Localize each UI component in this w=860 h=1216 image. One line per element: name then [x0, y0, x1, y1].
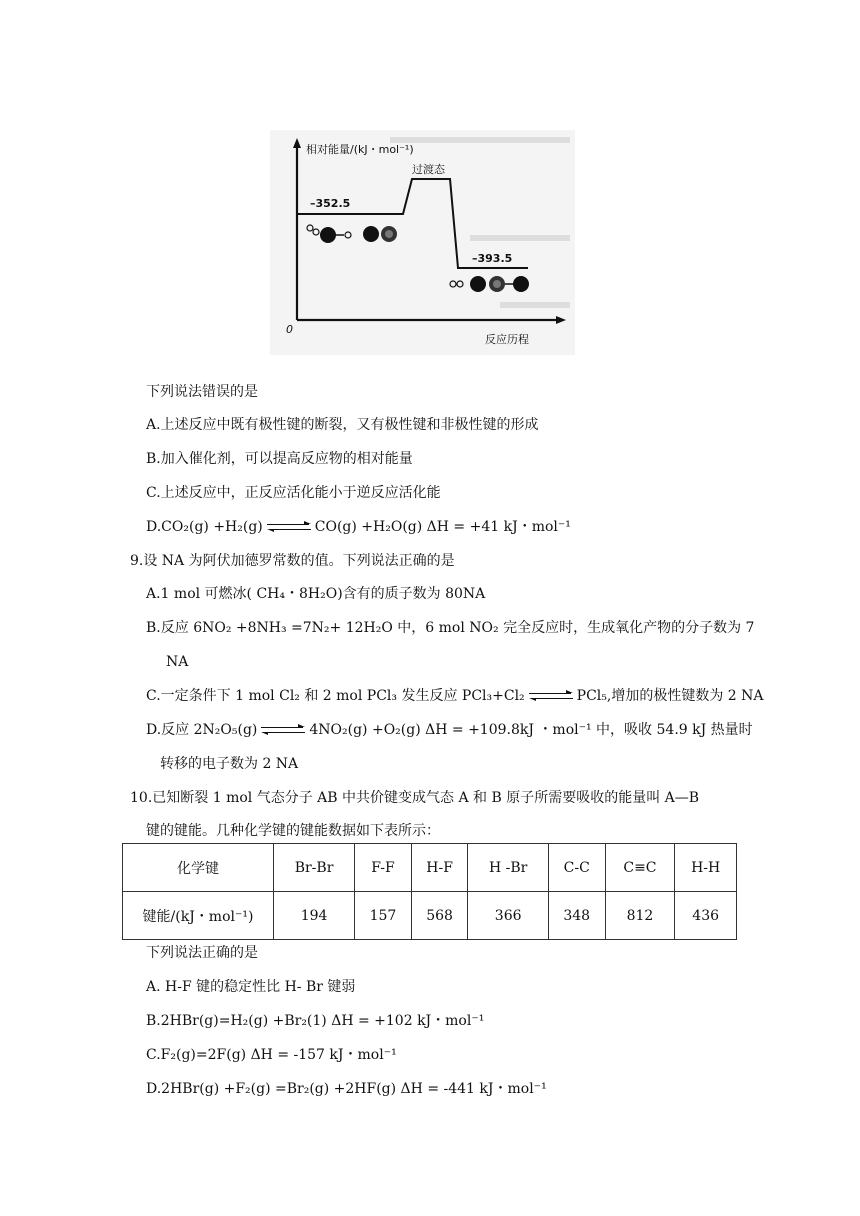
q9-option-d-cont: 转移的电子数为 2 NA: [160, 756, 299, 772]
table-cell: 812: [605, 892, 675, 940]
table-header-cell: H-H: [675, 844, 737, 892]
q9-option-c: [146, 687, 764, 705]
q10-stem-line2: 键的键能。几种化学键的键能数据如下表所示：: [146, 823, 440, 839]
reactant-energy-label: –352.5: [310, 197, 351, 210]
q9-option-d: [146, 721, 753, 739]
table-header-cell: C-C: [548, 844, 605, 892]
origin-label: 0: [286, 323, 293, 336]
q9-stem: 9.设 NA 为阿伏加德罗常数的值。下列说法正确的是: [130, 553, 455, 569]
equilibrium-arrow-icon: [267, 522, 311, 532]
table-cell: 157: [355, 892, 412, 940]
q9-option-d-right: 4NO₂(g) +O₂(g) ΔH = +109.8kJ ・mol⁻¹ 中，吸收 54.9 kJ 热量时: [309, 722, 753, 738]
bond-energy-table: [122, 843, 737, 940]
table-header-cell: C≡C: [605, 844, 675, 892]
energy-diagram-svg: [270, 130, 575, 355]
q8-option-a: A.上述反应中既有极性键的断裂，又有极性键和非极性键的形成: [146, 417, 539, 433]
product-energy-label: –393.5: [472, 252, 513, 265]
table-header-cell: 化学键: [123, 844, 274, 892]
ts-label: 过渡态: [412, 163, 445, 176]
table-cell: 348: [548, 892, 605, 940]
q10-option-c: C.F₂(g)=2F(g) ΔH = -157 kJ・mol⁻¹: [146, 1047, 397, 1063]
q10-stem-line3: 下列说法正确的是: [146, 945, 258, 961]
equilibrium-arrow-icon: [261, 725, 305, 735]
q9-option-a: A.1 mol 可燃冰( CH₄・8H₂O)含有的质子数为 80NA: [146, 586, 486, 602]
q10-stem-line1: 10.已知断裂 1 mol 气态分子 AB 中共价键变成气态 A 和 B 原子所需要吸收的能量叫 A—B: [130, 790, 700, 806]
q9-option-c-right: PCl₅,增加的极性键数为 2 NA: [576, 688, 764, 704]
q9-option-b: B.反应 6NO₂ +8NH₃ =7N₂+ 12H₂O 中，6 mol NO₂ 完全反应时，生成氧化产物的分子数为 7: [146, 620, 755, 636]
table-header-row: [123, 844, 737, 892]
x-axis-arrow: [556, 316, 566, 324]
energy-diagram: [270, 130, 575, 355]
x-axis-label: 反应历程: [485, 333, 529, 346]
y-axis-label: 相对能量/(kJ・mol⁻¹): [306, 143, 414, 156]
equilibrium-arrow-icon: [529, 691, 573, 701]
q9-option-d-left: D.反应 2N₂O₅(g): [146, 722, 258, 738]
table-cell: 568: [411, 892, 468, 940]
q10-option-d: D.2HBr(g) +F₂(g) =Br₂(g) +2HF(g) ΔH = -441 kJ・mol⁻¹: [146, 1081, 547, 1097]
q8-option-b: B.加入催化剂，可以提高反应物的相对能量: [146, 451, 413, 467]
q8-option-d: [146, 518, 571, 536]
q8-option-d-products: CO(g) +H₂O(g) ΔH = +41 kJ・mol⁻¹: [314, 519, 571, 535]
table-header-cell: H-F: [411, 844, 468, 892]
table-cell: 366: [468, 892, 548, 940]
product-molecules: [450, 276, 529, 292]
table-header-cell: F-F: [355, 844, 412, 892]
q9-option-b-cont: NA: [166, 654, 189, 670]
table-header-cell: Br-Br: [274, 844, 355, 892]
table-cell: 键能/(kJ・mol⁻¹): [123, 892, 274, 940]
table-cell: 436: [675, 892, 737, 940]
table-row: [123, 892, 737, 940]
q8-option-d-reactants: D.CO₂(g) +H₂(g): [146, 519, 263, 535]
q8-option-c: C.上述反应中，正反应活化能小于逆反应活化能: [146, 485, 441, 501]
table-header-cell: H -Br: [468, 844, 548, 892]
reactant-molecules: [307, 225, 397, 243]
q10-option-a: A. H-F 键的稳定性比 H- Br 键弱: [146, 979, 356, 995]
table-cell: 194: [274, 892, 355, 940]
q9-option-c-left: C.一定条件下 1 mol Cl₂ 和 2 mol PCl₃ 发生反应 PCl₃+Cl₂: [146, 688, 525, 704]
q10-option-b: B.2HBr(g)=H₂(g) +Br₂(1) ΔH = +102 kJ・mol⁻¹: [146, 1013, 485, 1029]
q8-stem: 下列说法错误的是: [146, 384, 258, 400]
y-axis-arrow: [293, 138, 301, 148]
